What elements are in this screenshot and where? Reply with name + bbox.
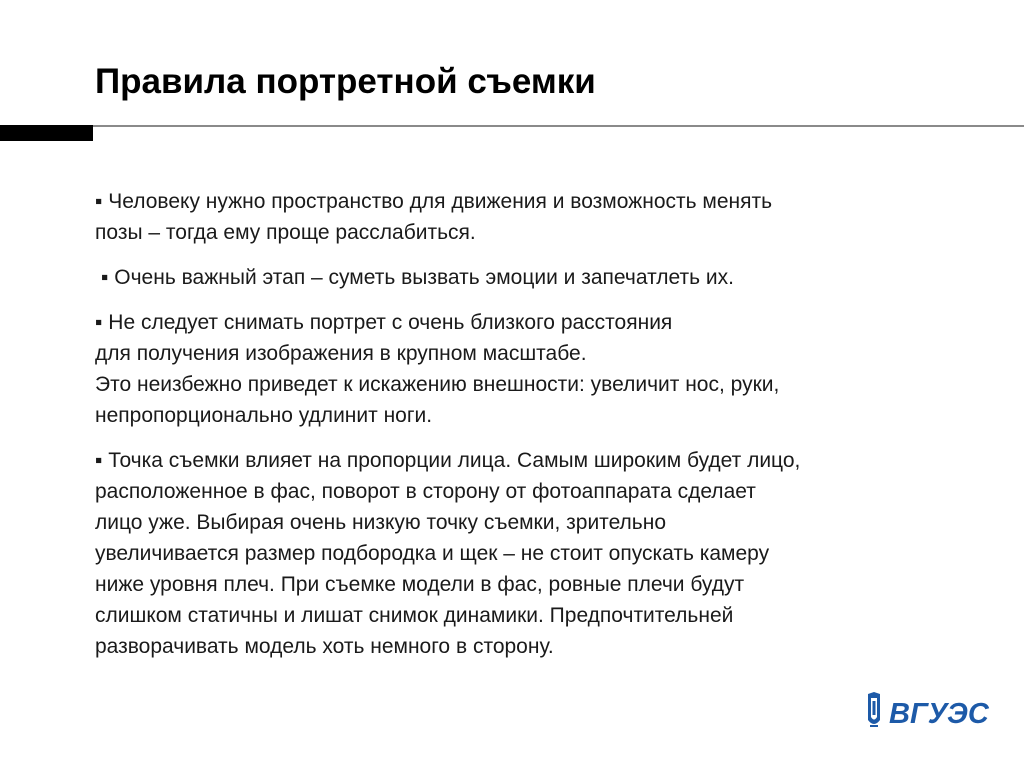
bullet-item-2 <box>95 262 975 293</box>
bullet-line: позы – тогда ему проще расслабиться. <box>95 221 476 244</box>
title-divider-accent <box>0 125 93 141</box>
bullet-line: непропорционально удлинит ноги. <box>95 404 433 427</box>
bullet-item-1 <box>95 186 975 248</box>
logo-text: ВГУЭС <box>889 698 989 730</box>
bullet-line: ▪ Точка съемки влияет на пропорции лица. Самым широким будет лицо, <box>95 449 801 472</box>
bullet-item-3 <box>95 307 975 431</box>
bullet-item-4 <box>95 445 975 662</box>
bullet-line: ниже уровня плеч. При съемке модели в фас, ровные плечи будут <box>95 573 745 596</box>
bullet-line: Это неизбежно приведет к искажению внешности: увеличит нос, руки, <box>95 373 780 396</box>
university-emblem-icon <box>868 692 880 726</box>
bullet-line: лицо уже. Выбирая очень низкую точку съемки, зрительно <box>95 511 667 534</box>
bullet-line: разворачивать модель хоть немного в сторону. <box>95 635 554 658</box>
bullet-line: ▪ Очень важный этап – суметь вызвать эмоции и запечатлеть их. <box>101 266 734 289</box>
bullet-line: ▪ Человеку нужно пространство для движения и возможность менять <box>95 190 773 213</box>
bullet-list <box>95 186 975 662</box>
title-divider <box>0 125 1024 127</box>
bullet-line: расположенное в фас, поворот в сторону от фотоаппарата сделает <box>95 480 756 503</box>
university-logo-graphic <box>865 690 990 732</box>
bullet-line: увеличивается размер подбородка и щек – не стоит опускать камеру <box>95 542 770 565</box>
bullet-line: ▪ Не следует снимать портрет с очень близкого расстояния <box>95 311 673 334</box>
bullet-line: слишком статичны и лишат снимок динамики. Предпочтительней <box>95 604 734 627</box>
page-title: Правила портретной съемки <box>95 62 596 101</box>
bullet-line: для получения изображения в крупном масштабе. <box>95 342 587 365</box>
university-logo <box>865 690 990 732</box>
